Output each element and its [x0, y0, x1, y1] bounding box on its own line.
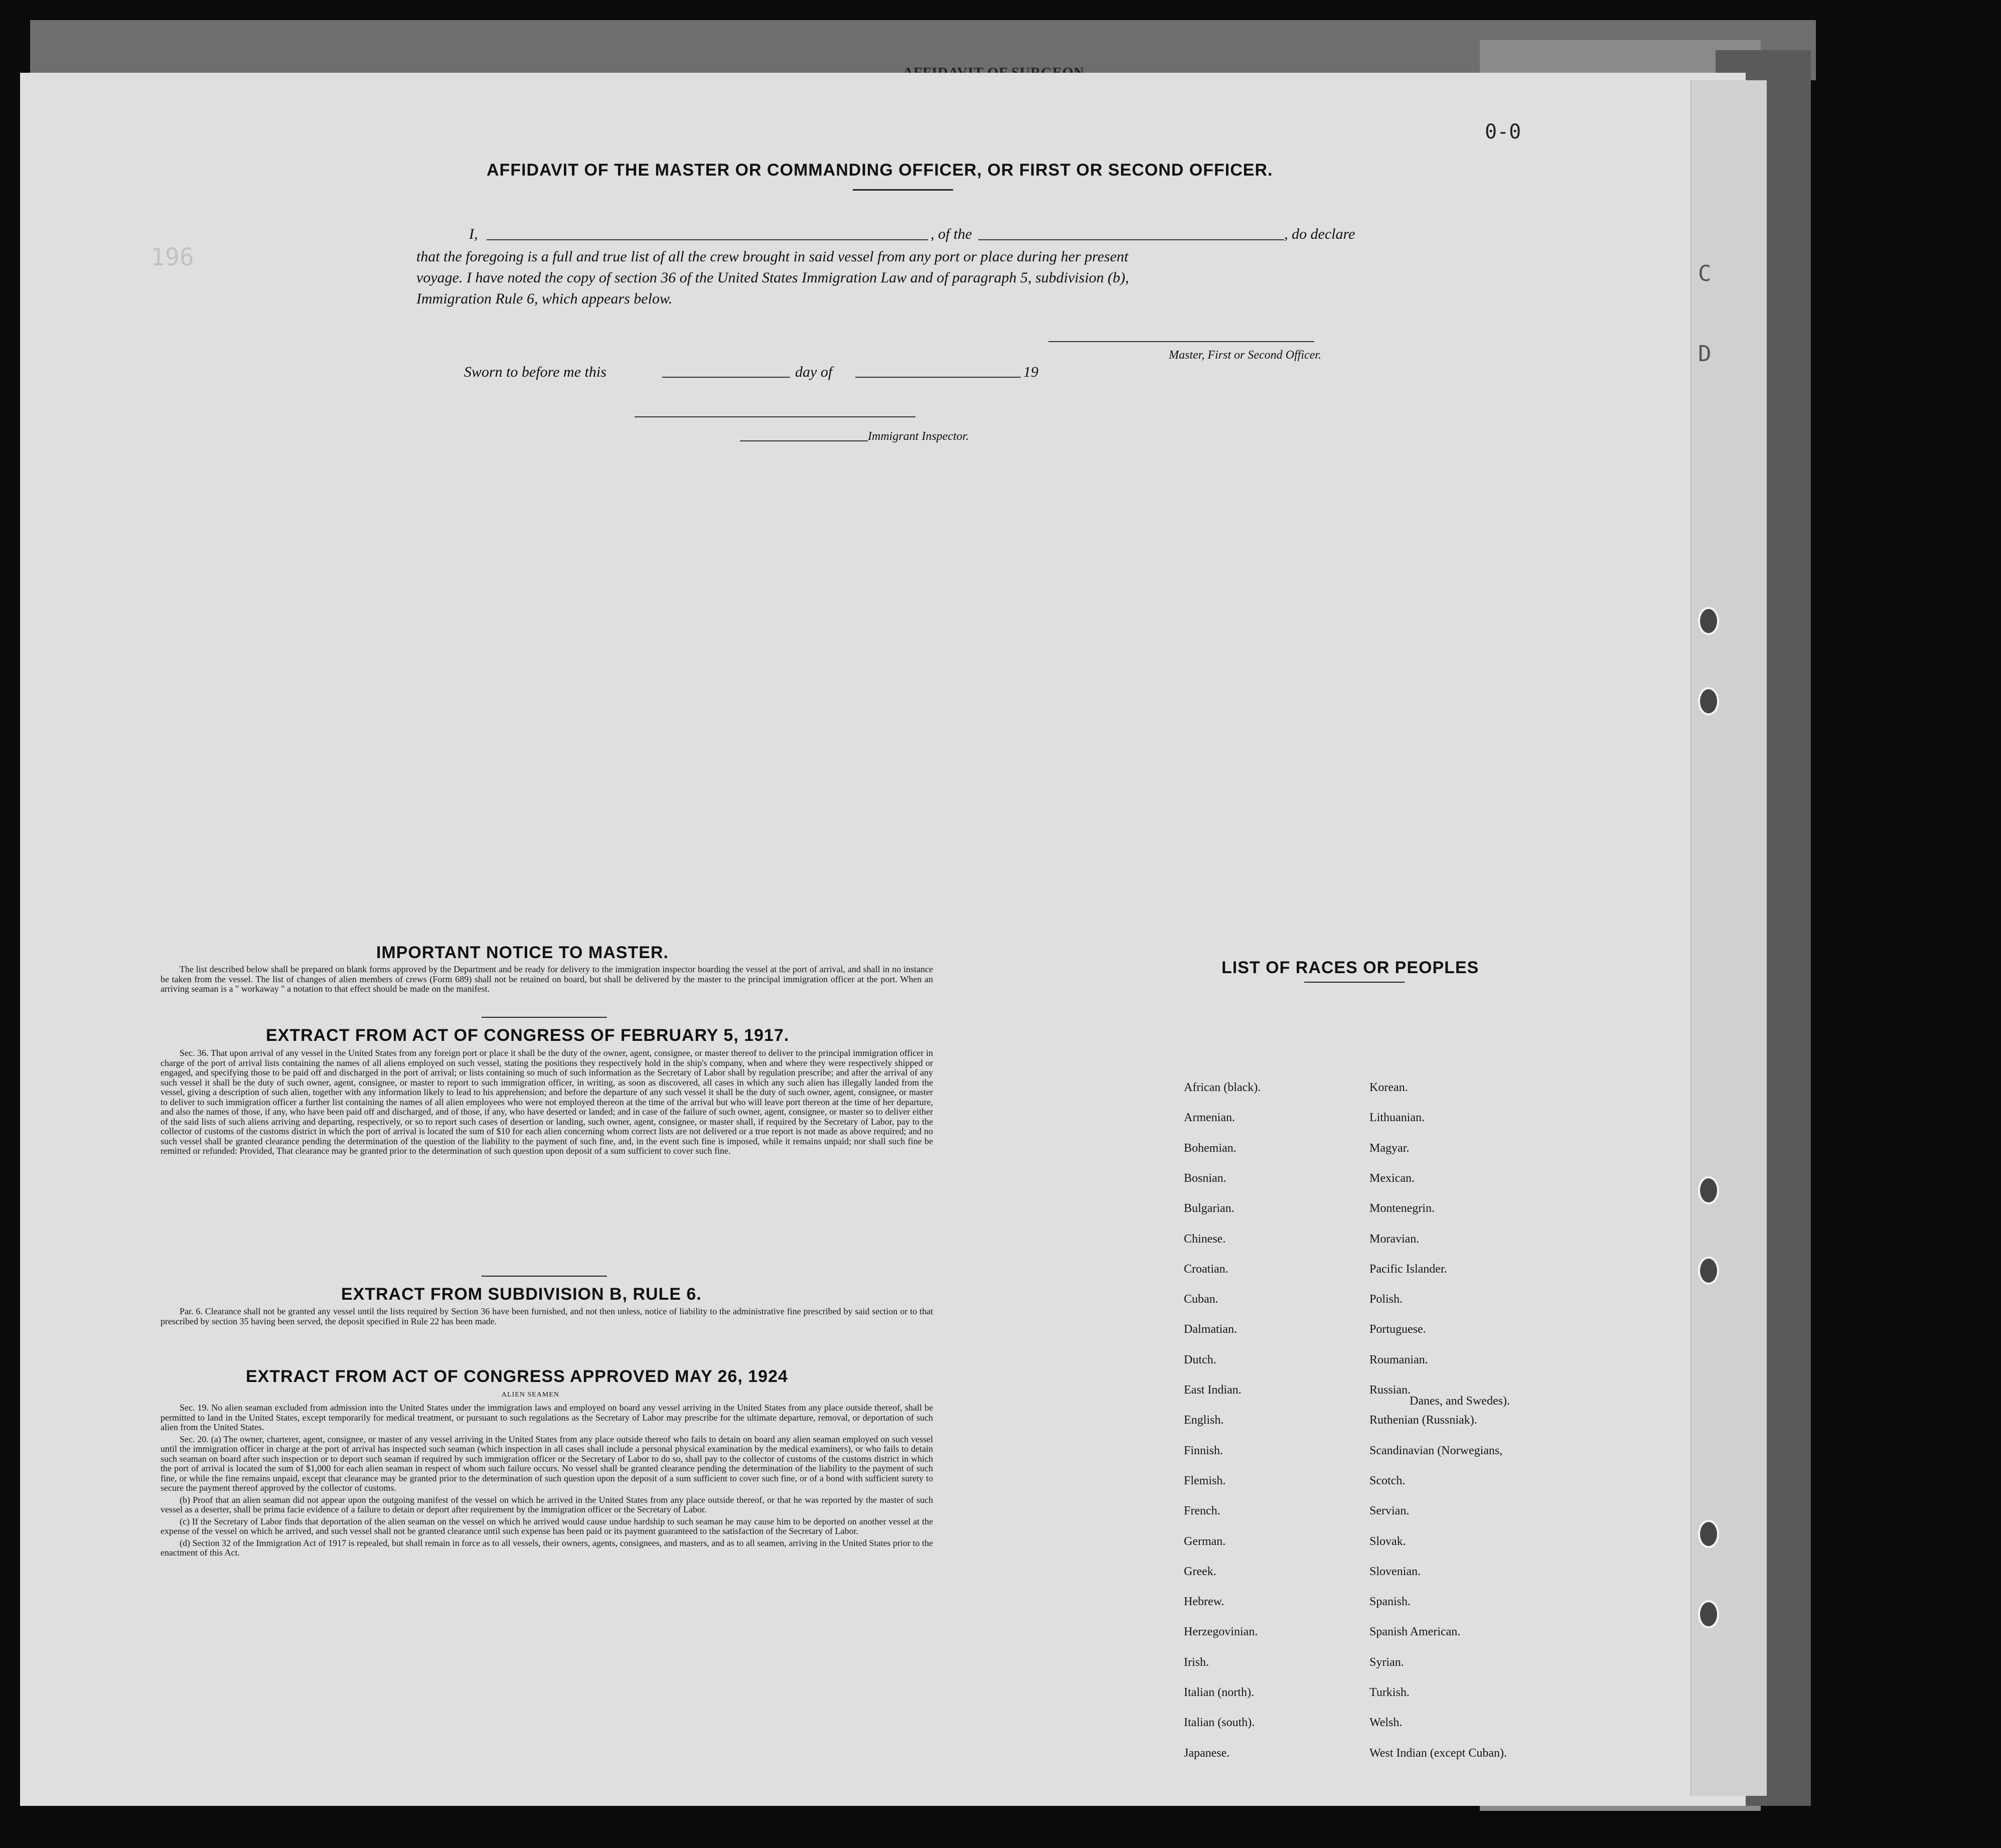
race-item: Finnish.: [1184, 1444, 1223, 1457]
race-item: Hebrew.: [1184, 1595, 1224, 1609]
master-signature-label: Master, First or Second Officer.: [1169, 349, 1321, 362]
extract-1924-subtitle: ALIEN SEAMEN: [502, 1391, 560, 1399]
punch-hole: [1698, 1257, 1719, 1285]
inspector-line-2: [740, 440, 868, 441]
sworn-text-a: Sworn to before me this: [464, 364, 606, 380]
race-item: Irish.: [1184, 1655, 1209, 1669]
race-item: Italian (north).: [1184, 1686, 1254, 1699]
corner-mark: 0-0: [1485, 120, 1521, 143]
race-item: Roumanian.: [1369, 1353, 1428, 1366]
extract-1924-title: EXTRACT FROM ACT OF CONGRESS APPROVED MAY 26, 1924: [246, 1367, 788, 1386]
race-item: Spanish American.: [1369, 1625, 1461, 1639]
notice-title: IMPORTANT NOTICE TO MASTER.: [376, 943, 669, 962]
name-blank: [487, 239, 928, 240]
affidavit-line3: voyage. I have noted the copy of section 36 of the United States Immigration Law and of paragraph 5, subdivision (b),: [416, 269, 1129, 286]
race-item: Korean.: [1369, 1081, 1408, 1094]
affidavit-title-rule: [853, 189, 953, 191]
extract-1924-paragraph: (d) Section 32 of the Immigration Act of 1917 is repealed, but shall remain in force as to all vessels, their owners, agents, consignees, and masters, and as to all seamen, arriving in the United States prior to the enactment of this Act.: [161, 1537, 933, 1558]
extract-1917-title: EXTRACT FROM ACT OF CONGRESS OF FEBRUARY 5, 1917.: [266, 1026, 790, 1045]
sworn-day-blank: [662, 377, 790, 378]
punch-hole: [1698, 1600, 1719, 1628]
race-item: English.: [1184, 1414, 1224, 1427]
extract-1924-paragraph: (c) If the Secretary of Labor finds that deportation of the alien seaman on the vessel on which he arrived would cause undue hardship to such seaman he may cause him to be deported on another vessel at the expense of the vessel on which he arrived, and such vessel shall not be granted clearance until such expense has been paid or its payment guaranteed to the satisfaction of the Secretary of Labor.: [161, 1516, 933, 1536]
punch-hole: [1698, 1176, 1719, 1204]
race-item: East Indian.: [1184, 1383, 1242, 1397]
race-item: Bosnian.: [1184, 1171, 1226, 1185]
race-item: Japanese.: [1184, 1746, 1230, 1760]
race-item: Bohemian.: [1184, 1141, 1237, 1155]
race-item: Scandinavian (Norwegians,: [1369, 1444, 1503, 1457]
race-item: Spanish.: [1369, 1595, 1411, 1609]
affidavit-title: AFFIDAVIT OF THE MASTER OR COMMANDING OFFICER, OR FIRST OR SECOND OFFICER.: [487, 161, 1273, 180]
races-title: LIST OF RACES OR PEOPLES: [1221, 958, 1479, 977]
sworn-text-b: day of: [795, 364, 833, 380]
race-item: Pacific Islander.: [1369, 1262, 1447, 1276]
notice-paragraph: The list described below shall be prepared on blank forms approved by the Department and be ready for delivery to the immigration inspector boarding the vessel at the port of arrival, and shall in no instance be taken from the vessel. The list of changes of alien members of crews (Form 689) shall not be retained on board, but shall be delivered by the master to the principal immigration officer at the port. When an arriving seaman is a " workaway " a notation to that effect should be made on the manifest.: [161, 964, 933, 994]
race-item: Russian.: [1369, 1383, 1411, 1397]
race-item: Servian.: [1369, 1504, 1410, 1518]
bleed-mark-c: C: [1698, 261, 1712, 286]
race-item: Moravian.: [1369, 1232, 1420, 1246]
race-item: Italian (south).: [1184, 1716, 1255, 1730]
race-item: African (black).: [1184, 1081, 1261, 1094]
race-item: Croatian.: [1184, 1262, 1228, 1276]
affidavit-line1-b: , of the: [931, 226, 972, 242]
race-item: Armenian.: [1184, 1111, 1235, 1125]
bleed-mark-d: D: [1698, 341, 1712, 367]
extract-1924-paragraph: Sec. 19. No alien seaman excluded from admission into the United States under the immigration laws and employed on board any vessel arriving in the United States from any place outside thereof, shall be permitted to land in the United States, except temporarily for medical treatment, or pursuant to such regulations as the Secretary of Labor may prescribe for the ultimate departure, removal, or deportation of such alien from the United States.: [161, 1403, 933, 1432]
master-signature-line: [1048, 341, 1314, 342]
race-item: Bulgarian.: [1184, 1202, 1235, 1215]
race-item: German.: [1184, 1534, 1226, 1548]
affidavit-line2: that the foregoing is a full and true list of all the crew brought in said vessel from any port or place during her present: [416, 248, 1129, 265]
race-item: Welsh.: [1369, 1716, 1403, 1730]
race-item: Slovenian.: [1369, 1565, 1421, 1578]
race-item: Montenegrin.: [1369, 1202, 1435, 1215]
extract-1917-rule: [482, 1276, 607, 1277]
inspector-line-1: [635, 416, 915, 417]
race-item: French.: [1184, 1504, 1220, 1518]
notice-rule: [482, 1017, 607, 1018]
race-item: Portuguese.: [1369, 1323, 1426, 1336]
race-item: Flemish.: [1184, 1474, 1226, 1487]
race-scandinavian-continued: Danes, and Swedes).: [1410, 1395, 1510, 1408]
extract-1917-paragraph: Sec. 36. That upon arrival of any vessel in the United States from any foreign port or place it shall be the duty of the owner, agent, consignee, or master thereof to deliver to the principal immigration officer in charge of the port of arrival lists containing the names of all aliens employed on such vessel, stating the positions they respectively hold in the ship's company, when and where they were respectively shipped or engaged, and specifying those to be paid off and discharged in the port of arrival; or lists containing so much of such information as the Secretary of Labor shall by regulation prescribe; and after the arrival of any such vessel it shall be the duty of such owner, agent, consignee, or master to report to such immigration officer, in writing, as soon as discovered, all cases in which any such alien has illegally landed from the vessel, giving a description of such alien, together with any information likely to lead to his apprehension; and before the departure of any such vessel it shall be the duty of such owner, agent, consignee, or master to deliver to such immigration officer a further list containing the names of all alien employees who were not employed thereon at the time of the arrival but who will leave port thereon at the time of her departure, and also the names of those, if any, who have been paid off and discharged, and of those, if any, who have deserted or landed; and in case of the failure of such owner, agent, consignee, or master so to deliver either of the said lists of such aliens arriving and departing, respectively, or so to report such cases of desertion or landing, such owner, agent, consignee, or master shall, if required by the Secretary of Labor, pay to the collector of customs of the customs district in which the port of arrival is located the sum of $10 for each alien concerning whom correct lists are not delivered or a true report is not made as above required; and no such vessel shall be granted clearance pending the determination of the question of the liability to the payment of such fine, and, in the event such fine is imposed, while it remains unpaid; nor shall such fine be remitted or refunded: Provided, That clearance may be granted prior to the determination of such question upon deposit of a sum sufficient to cover such fine.: [161, 1048, 933, 1156]
extract-rule6-text: [161, 1307, 933, 1328]
extract-rule6-paragraph: Par. 6. Clearance shall not be granted any vessel until the lists required by Section 36 have been furnished, and not then unless, notice of liability to the administrative fine prescribed by said section or to that prescribed by section 35 having been served, the deposit specified in Rule 22 has been made.: [161, 1306, 933, 1326]
race-item: Mexican.: [1369, 1171, 1415, 1185]
inspector-label: Immigrant Inspector.: [868, 430, 969, 443]
vessel-blank: [978, 239, 1284, 240]
bleed-page-number: 196: [150, 243, 194, 271]
race-item: Syrian.: [1369, 1655, 1404, 1669]
race-item: Chinese.: [1184, 1232, 1226, 1246]
extract-1924-text: [161, 1403, 933, 1560]
race-item: Magyar.: [1369, 1141, 1410, 1155]
race-item: Dutch.: [1184, 1353, 1216, 1366]
race-item: Ruthenian (Russniak).: [1369, 1414, 1477, 1427]
punch-hole: [1698, 1520, 1719, 1548]
race-item: Polish.: [1369, 1293, 1403, 1306]
sworn-text-c: 19: [1023, 364, 1038, 380]
affidavit-line1-a: I,: [469, 226, 478, 242]
punch-hole: [1698, 607, 1719, 635]
extract-1924-paragraph: Sec. 20. (a) The owner, charterer, agent, consignee, or master of any vessel arriving in the United States from any place outside thereof who fails to detain on board any alien seaman employed on such vessel until the immigration officer in charge at the port of arrival has inspected such seaman (which inspection in all cases shall include a personal physical examination by the medical examiners), or who fails to detain such seaman on board after such inspection or to deport such seaman if required by such immigration officer or the Secretary of Labor to do so, shall pay to the collector of customs of the customs district in which the port of arrival is located the sum of $1,000 for each alien seaman in respect of whom such failure occurs. No vessel shall be granted clearance pending the determination of the liability to the payment of such fine, or while the fine remains unpaid, except that clearance may be granted prior to the determination of such question upon the deposit of a sum sufficient to cover such fine, or of a bond with sufficient surety to secure the payment thereof approved by the collector of customs.: [161, 1434, 933, 1493]
sworn-month-blank: [855, 377, 1021, 378]
extract-rule6-title: EXTRACT FROM SUBDIVISION B, RULE 6.: [341, 1285, 702, 1304]
extract-1924-paragraph: (b) Proof that an alien seaman did not appear upon the outgoing manifest of the vessel on which he arrived in the United States from any place outside thereof, or that he was reported by the master of such vessel as a deserter, shall be prima facie evidence of a failure to detain or deport after requirement by the immigration officer or the Secretary of Labor.: [161, 1494, 933, 1514]
race-item: Scotch.: [1369, 1474, 1406, 1487]
race-item: Lithuanian.: [1369, 1111, 1425, 1125]
race-item: Turkish.: [1369, 1686, 1410, 1699]
race-item: Cuban.: [1184, 1293, 1218, 1306]
extract-1917-text: [161, 1048, 933, 1158]
affidavit-line4: Immigration Rule 6, which appears below.: [416, 290, 673, 307]
race-item: West Indian (except Cuban).: [1369, 1746, 1507, 1760]
race-item: Dalmatian.: [1184, 1323, 1237, 1336]
notice-text: [161, 965, 933, 996]
race-item: Greek.: [1184, 1565, 1216, 1578]
race-item: Herzegovinian.: [1184, 1625, 1258, 1639]
race-item: Slovak.: [1369, 1534, 1406, 1548]
affidavit-line1-c: , do declare: [1284, 226, 1355, 242]
races-title-rule: [1304, 982, 1405, 983]
punch-hole: [1698, 687, 1719, 715]
manifest-page: [20, 73, 1746, 1806]
